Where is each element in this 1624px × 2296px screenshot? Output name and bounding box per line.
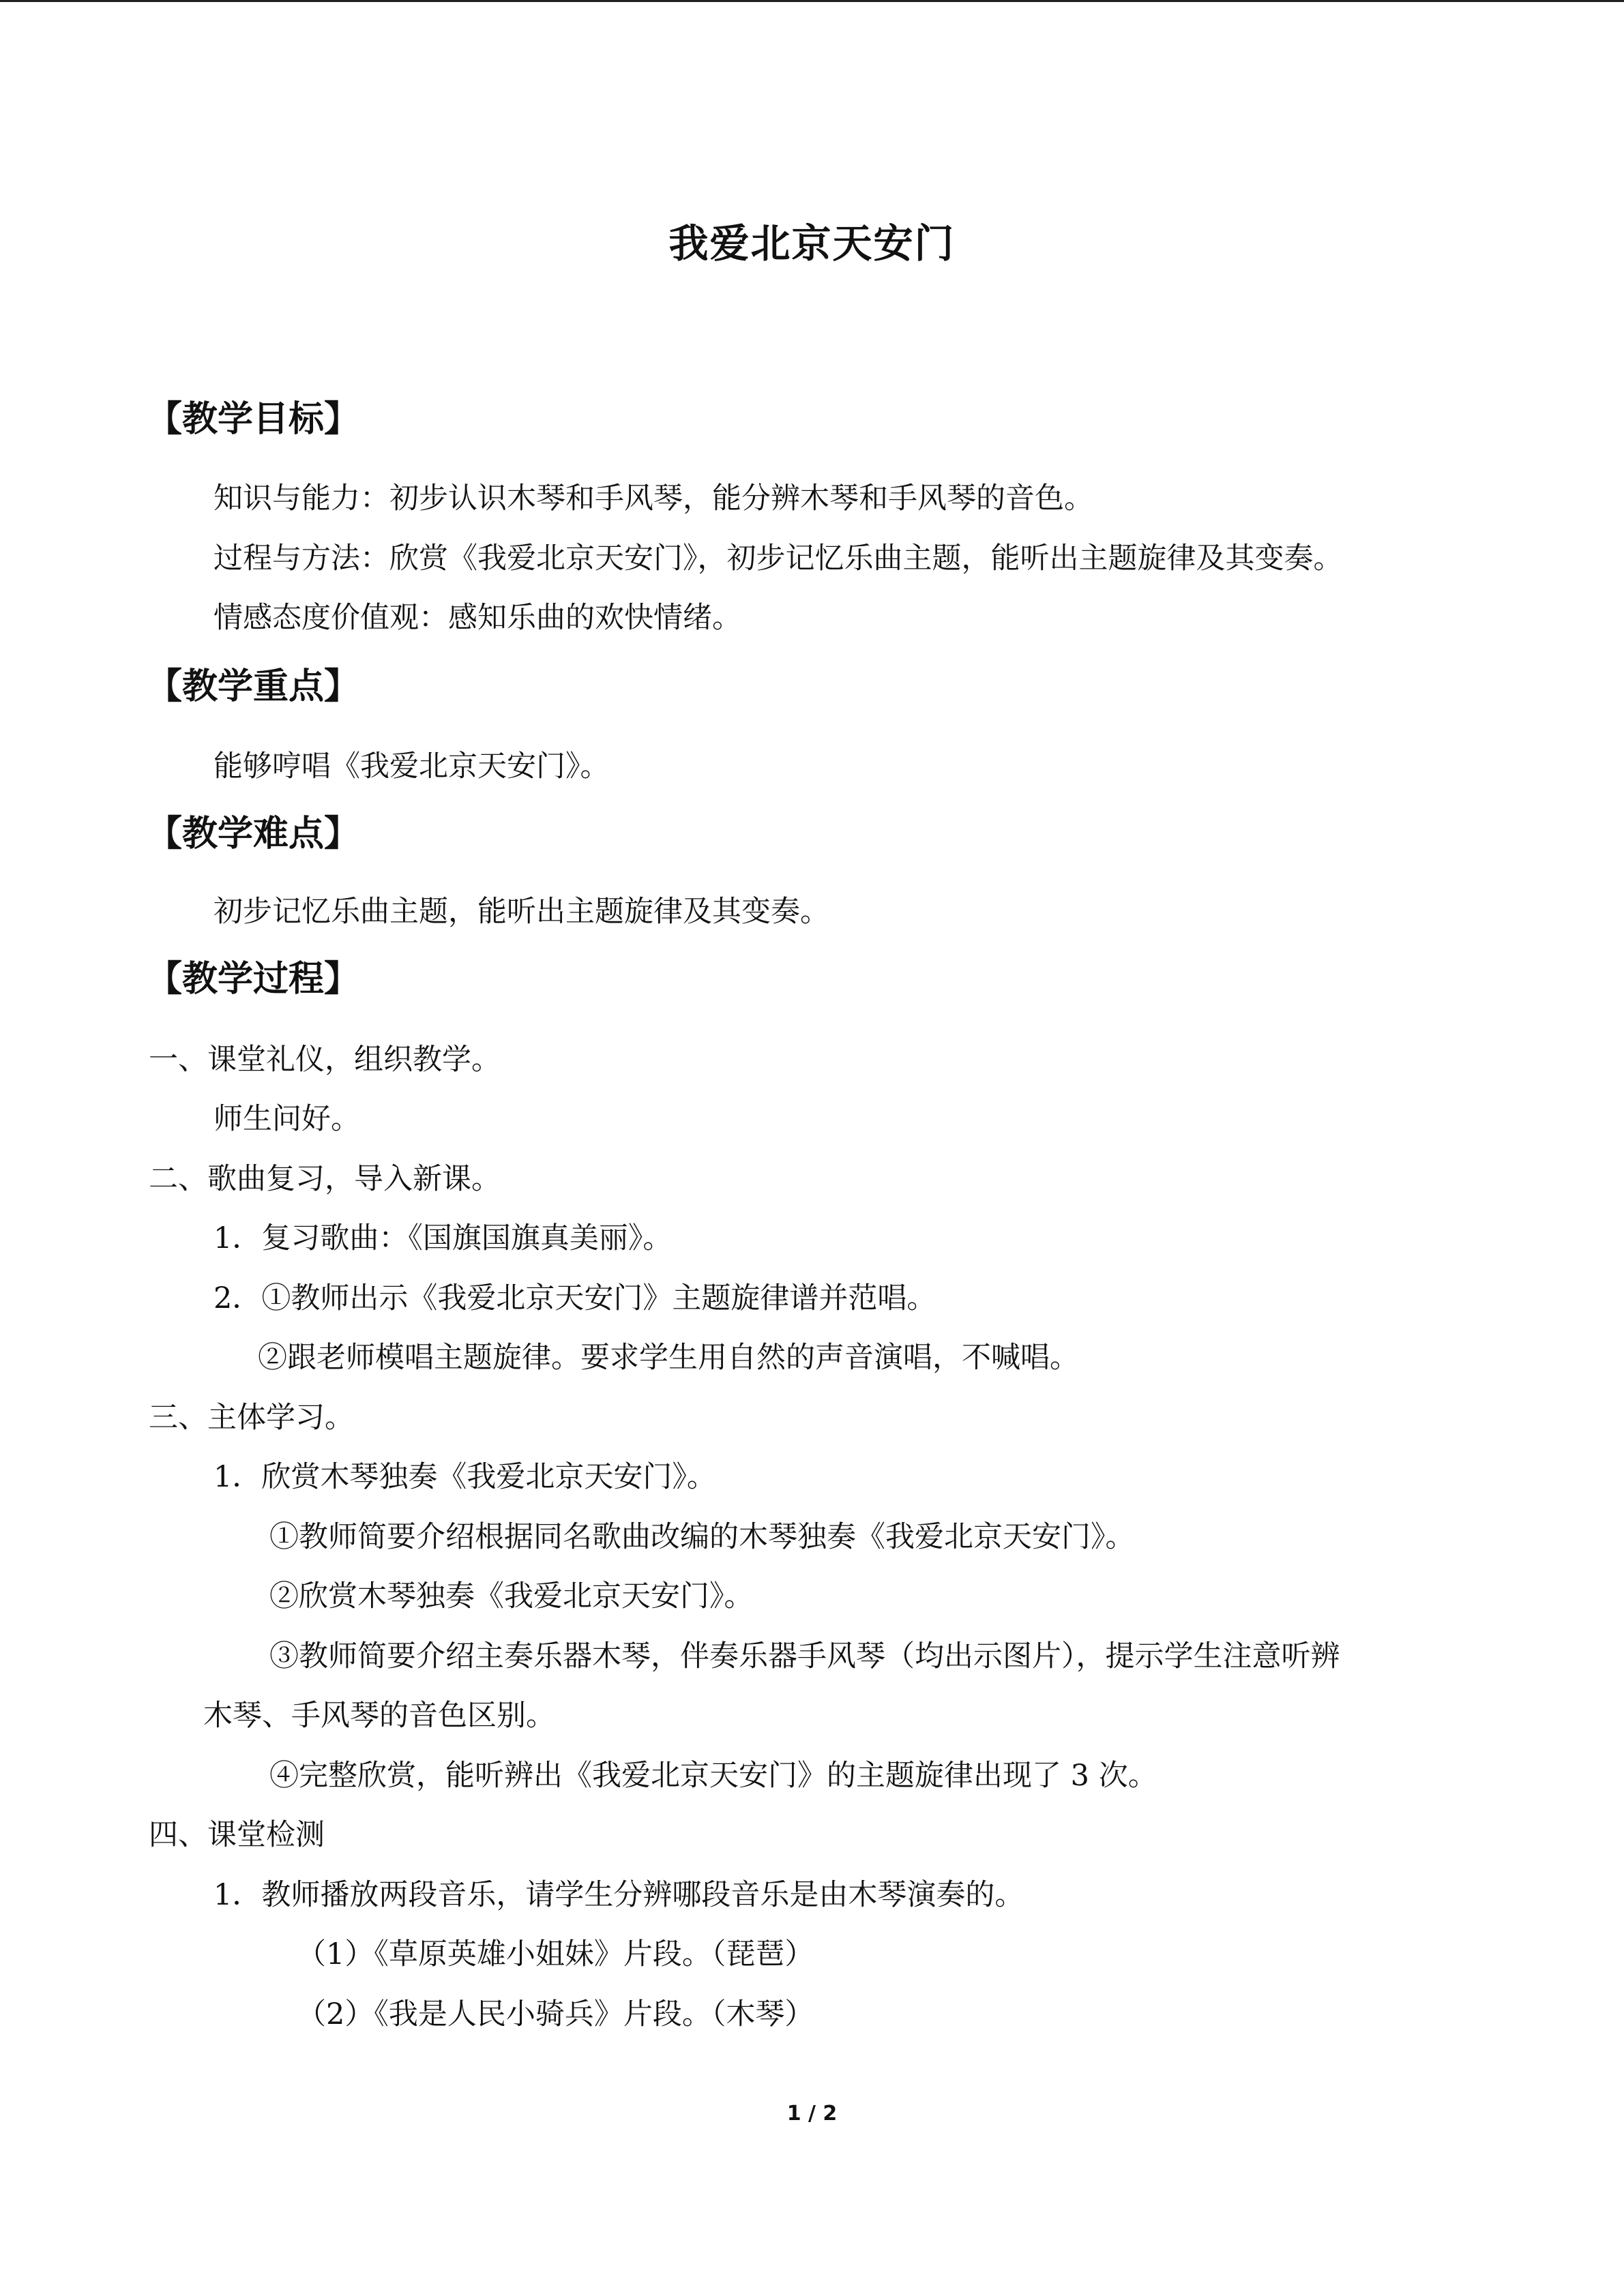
process-line: 1．教师播放两段音乐，请学生分辨哪段音乐是由木琴演奏的。 xyxy=(213,1878,1024,1912)
process-line: ②欣赏木琴独奏《我爱北京天安门》。 xyxy=(269,1579,754,1613)
process-line: 木琴、手风琴的音色区别。 xyxy=(203,1699,555,1733)
heading-teaching-goals: 【教学目标】 xyxy=(147,399,360,440)
goal-emotion: 情感态度价值观：感知乐曲的欢快情绪。 xyxy=(213,601,741,635)
heading-key-points: 【教学重点】 xyxy=(147,666,360,707)
process-line: （2）《我是人民小骑兵》片段。（木琴） xyxy=(297,1997,814,2031)
process-line: ①教师简要介绍根据同名歌曲改编的木琴独奏《我爱北京天安门》。 xyxy=(269,1520,1135,1554)
key-points-text: 能够哼唱《我爱北京天安门》。 xyxy=(213,749,610,784)
process-line: ③教师简要介绍主奏乐器木琴，伴奏乐器手风琴（均出示图片），提示学生注意听辨 xyxy=(269,1639,1340,1673)
document-title: 我爱北京天安门 xyxy=(668,220,956,267)
page-number: 1 / 2 xyxy=(786,2102,838,2126)
process-step-1: 一、课堂礼仪，组织教学。 xyxy=(149,1043,501,1077)
process-line: 师生问好。 xyxy=(213,1102,360,1136)
page-top-border xyxy=(0,0,1624,2)
process-step-2: 二、歌曲复习，导入新课。 xyxy=(149,1162,501,1196)
heading-process: 【教学过程】 xyxy=(147,959,360,1000)
process-line: ②跟老师模唱主题旋律。要求学生用自然的声音演唱，不喊唱。 xyxy=(258,1341,1079,1375)
process-line: （1）《草原英雄小姐妹》片段。（琵琶） xyxy=(297,1937,814,1971)
process-line: 2．①教师出示《我爱北京天安门》主题旋律谱并范唱。 xyxy=(213,1281,936,1315)
process-step-4: 四、课堂检测 xyxy=(149,1818,325,1852)
process-line: ④完整欣赏，能听辨出《我爱北京天安门》的主题旋律出现了 3 次。 xyxy=(269,1759,1157,1793)
process-line: 1．复习歌曲：《国旗国旗真美丽》。 xyxy=(213,1221,673,1255)
difficulties-text: 初步记忆乐曲主题，能听出主题旋律及其变奏。 xyxy=(213,895,829,929)
process-step-3: 三、主体学习。 xyxy=(149,1401,354,1435)
goal-knowledge: 知识与能力：初步认识木琴和手风琴，能分辨木琴和手风琴的音色。 xyxy=(213,481,1093,516)
heading-difficulties: 【教学难点】 xyxy=(147,814,360,854)
goal-process: 过程与方法：欣赏《我爱北京天安门》，初步记忆乐曲主题，能听出主题旋律及其变奏。 xyxy=(213,541,1343,576)
process-line: 1．欣赏木琴独奏《我爱北京天安门》。 xyxy=(213,1460,716,1494)
